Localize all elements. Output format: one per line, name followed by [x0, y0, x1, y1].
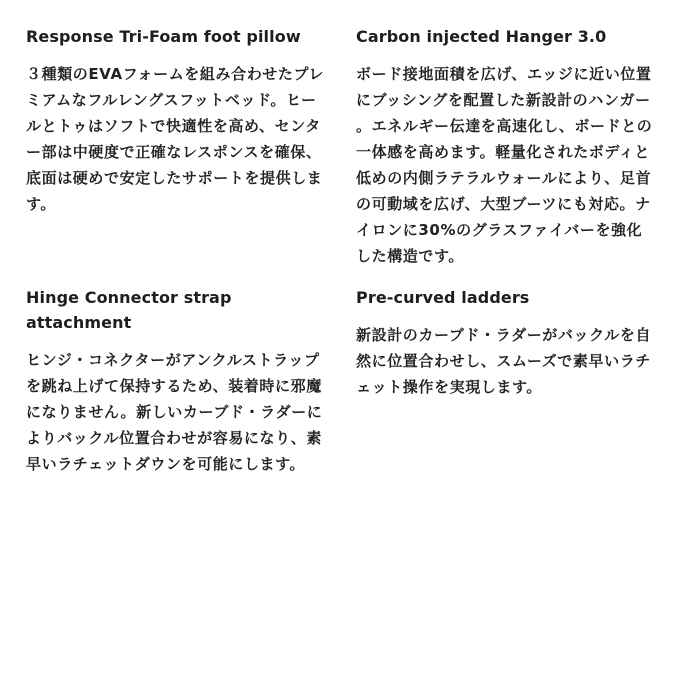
feature-title: Carbon injected Hanger 3.0	[356, 27, 607, 46]
feature-hanger	[356, 24, 656, 269]
feature-description: ３種類のEVAフォームを組み合わせたプレミアムなフルレングスフットベッド。ヒールとトゥはソフトで快適性を高め、センター部は中硬度で正確なレスポンスを確保、底面は硬めで安定したサポートを提供します。	[26, 65, 325, 213]
feature-description: 新設計のカーブド・ラダーがバックルを自然に位置合わせし、スムーズで素早いラチェット操作を実現します。	[356, 326, 652, 396]
feature-ladders	[356, 285, 656, 477]
feature-grid	[26, 24, 686, 477]
feature-title: Pre-curved ladders	[356, 288, 530, 307]
feature-description: ヒンジ・コネクターがアンクルストラップを跳ね上げて保持するため、装着時に邪魔になりません。新しいカーブド・ラダーによりバックル位置合わせが容易になり、素早いラチェットダウンを可能にします。	[26, 351, 323, 473]
feature-description: ボード接地面積を広げ、エッジに近い位置にブッシングを配置した新設計のハンガー。エネルギー伝達を高速化し、ボードとの一体感を高めます。軽量化されたボディと低めの内側ラテラルウォールにより、足首の可動域を広げ、大型ブーツにも対応。ナイロンに30%のグラスファイバーを強化した構造です。	[356, 65, 653, 265]
feature-foot-pillow	[26, 24, 326, 269]
feature-title: Response Tri-Foam foot pillow	[26, 27, 301, 46]
feature-hinge-connector	[26, 285, 326, 477]
feature-title: Hinge Connector strap attachment	[26, 288, 232, 332]
